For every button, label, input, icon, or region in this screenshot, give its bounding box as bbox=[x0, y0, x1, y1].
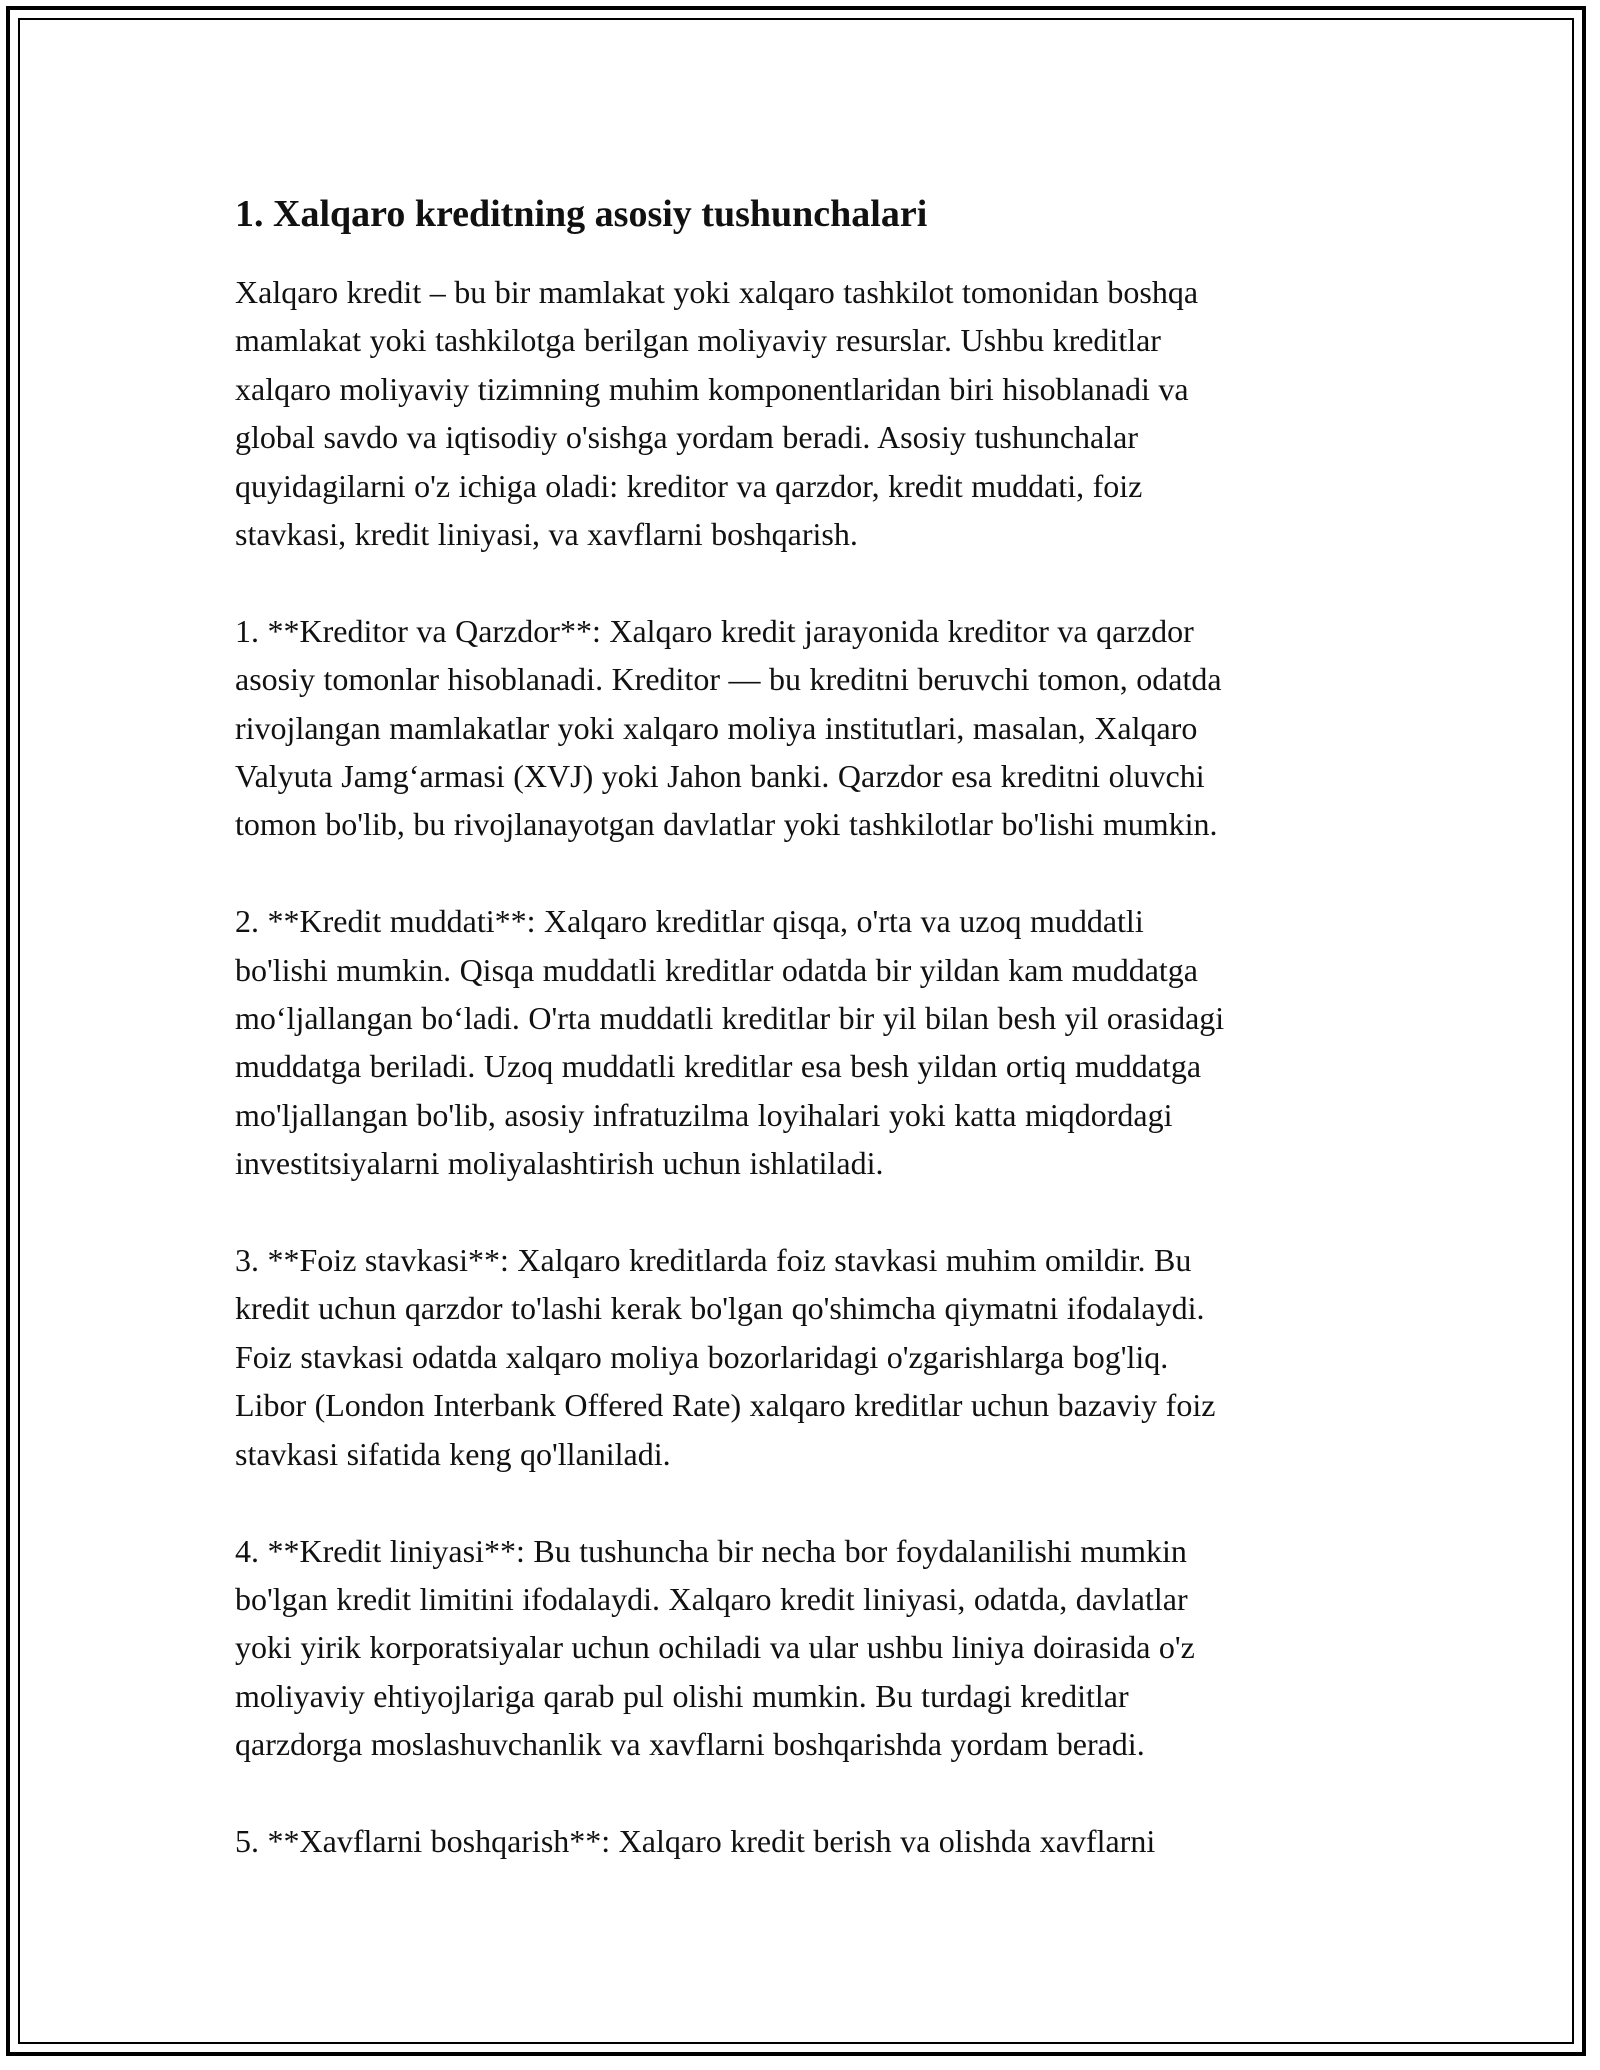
text-line: muddatga beriladi. Uzoq muddatli kreditlar esa besh yildan ortiq muddatga bbox=[235, 1048, 1202, 1085]
text-line: xalqaro moliyaviy tizimning muhim komponentlaridan biri hisoblanadi va bbox=[235, 370, 1189, 407]
text-line: mo'ljallangan bo'lib, asosiy infratuzilma loyihalari yoki katta miqdordagi bbox=[235, 1096, 1173, 1133]
text-line: quyidagilarni o'z ichiga oladi: kreditor va qarzdor, kredit muddati, foiz bbox=[235, 467, 1143, 504]
text-line: moliyaviy ehtiyojlariga qarab pul olishi mumkin. Bu turdagi kreditlar bbox=[235, 1677, 1129, 1714]
text-line: Libor (London Interbank Offered Rate) xalqaro kreditlar uchun bazaviy foiz bbox=[235, 1387, 1216, 1424]
text-line: 4. **Kredit liniyasi**: Bu tushuncha bir necha bor foydalanilishi mumkin bbox=[235, 1532, 1187, 1569]
text-line: investitsiyalarni moliyalashtirish uchun ishlatiladi. bbox=[235, 1145, 884, 1182]
text-line: bo'lishi mumkin. Qisqa muddatli kreditlar odatda bir yildan kam muddatga bbox=[235, 951, 1198, 988]
text-line: stavkasi sifatida keng qo'llaniladi. bbox=[235, 1435, 671, 1472]
paragraph-risk-management bbox=[235, 1817, 1370, 1865]
text-line: tomon bo'lib, bu rivojlanayotgan davlatlar yoki tashkilotlar bo'lishi mumkin. bbox=[235, 806, 1218, 843]
text-line: qarzdorga moslashuvchanlik va xavflarni boshqarishda yordam beradi. bbox=[235, 1726, 1145, 1763]
text-line: Xalqaro kredit – bu bir mamlakat yoki xalqaro tashkilot tomonidan boshqa bbox=[235, 274, 1199, 310]
text-line: Foiz stavkasi odatda xalqaro moliya bozorlaridagi o'zgarishlarga bog'liq. bbox=[235, 1338, 1169, 1375]
intro-paragraph bbox=[235, 268, 1370, 558]
text-line: kredit uchun qarzdor to'lashi kerak bo'lgan qo'shimcha qiymatni ifodalaydi. bbox=[235, 1290, 1205, 1327]
text-line: mo‘ljallangan bo‘ladi. O'rta muddatli kreditlar bir yil bilan besh yil orasidagi bbox=[235, 1000, 1225, 1037]
text-line: 2. **Kredit muddati**: Xalqaro kreditlar qisqa, o'rta va uzoq muddatli bbox=[235, 903, 1144, 940]
text-line: 3. **Foiz stavkasi**: Xalqaro kreditlarda foiz stavkasi muhim omildir. Bu bbox=[235, 1242, 1192, 1279]
text-line: global savdo va iqtisodiy o'sishga yordam beradi. Asosiy tushunchalar bbox=[235, 419, 1138, 456]
text-line: mamlakat yoki tashkilotga berilgan moliyaviy resurslar. Ushbu kreditlar bbox=[235, 322, 1161, 359]
paragraph-interest-rate bbox=[235, 1236, 1370, 1478]
text-line: asosiy tomonlar hisoblanadi. Kreditor — bu kreditni beruvchi tomon, odatda bbox=[235, 661, 1222, 698]
text-line: stavkasi, kredit liniyasi, va xavflarni boshqarish. bbox=[235, 516, 858, 553]
document-body bbox=[235, 188, 1370, 1914]
text-line: 5. **Xavflarni boshqarish**: Xalqaro kredit berish va olishda xavflarni bbox=[235, 1822, 1156, 1859]
paragraph-credit-term bbox=[235, 897, 1370, 1187]
paragraph-credit-line bbox=[235, 1527, 1370, 1769]
text-line: 1. **Kreditor va Qarzdor**: Xalqaro kredit jarayonida kreditor va qarzdor bbox=[235, 612, 1194, 649]
text-line: yoki yirik korporatsiyalar uchun ochiladi va ular ushbu liniya doirasida o'z bbox=[235, 1629, 1195, 1666]
text-line: rivojlangan mamlakatlar yoki xalqaro moliya institutlari, masalan, Xalqaro bbox=[235, 709, 1198, 746]
text-line: Valyuta Jamg‘armasi (XVJ) yoki Jahon banki. Qarzdor esa kreditni oluvchi bbox=[235, 758, 1205, 795]
text-line: bo'lgan kredit limitini ifodalaydi. Xalqaro kredit liniyasi, odatda, davlatlar bbox=[235, 1580, 1188, 1617]
document-title: 1. Xalqaro kreditning asosiy tushunchalari bbox=[235, 193, 928, 235]
paragraph-creditor-debtor bbox=[235, 607, 1370, 849]
